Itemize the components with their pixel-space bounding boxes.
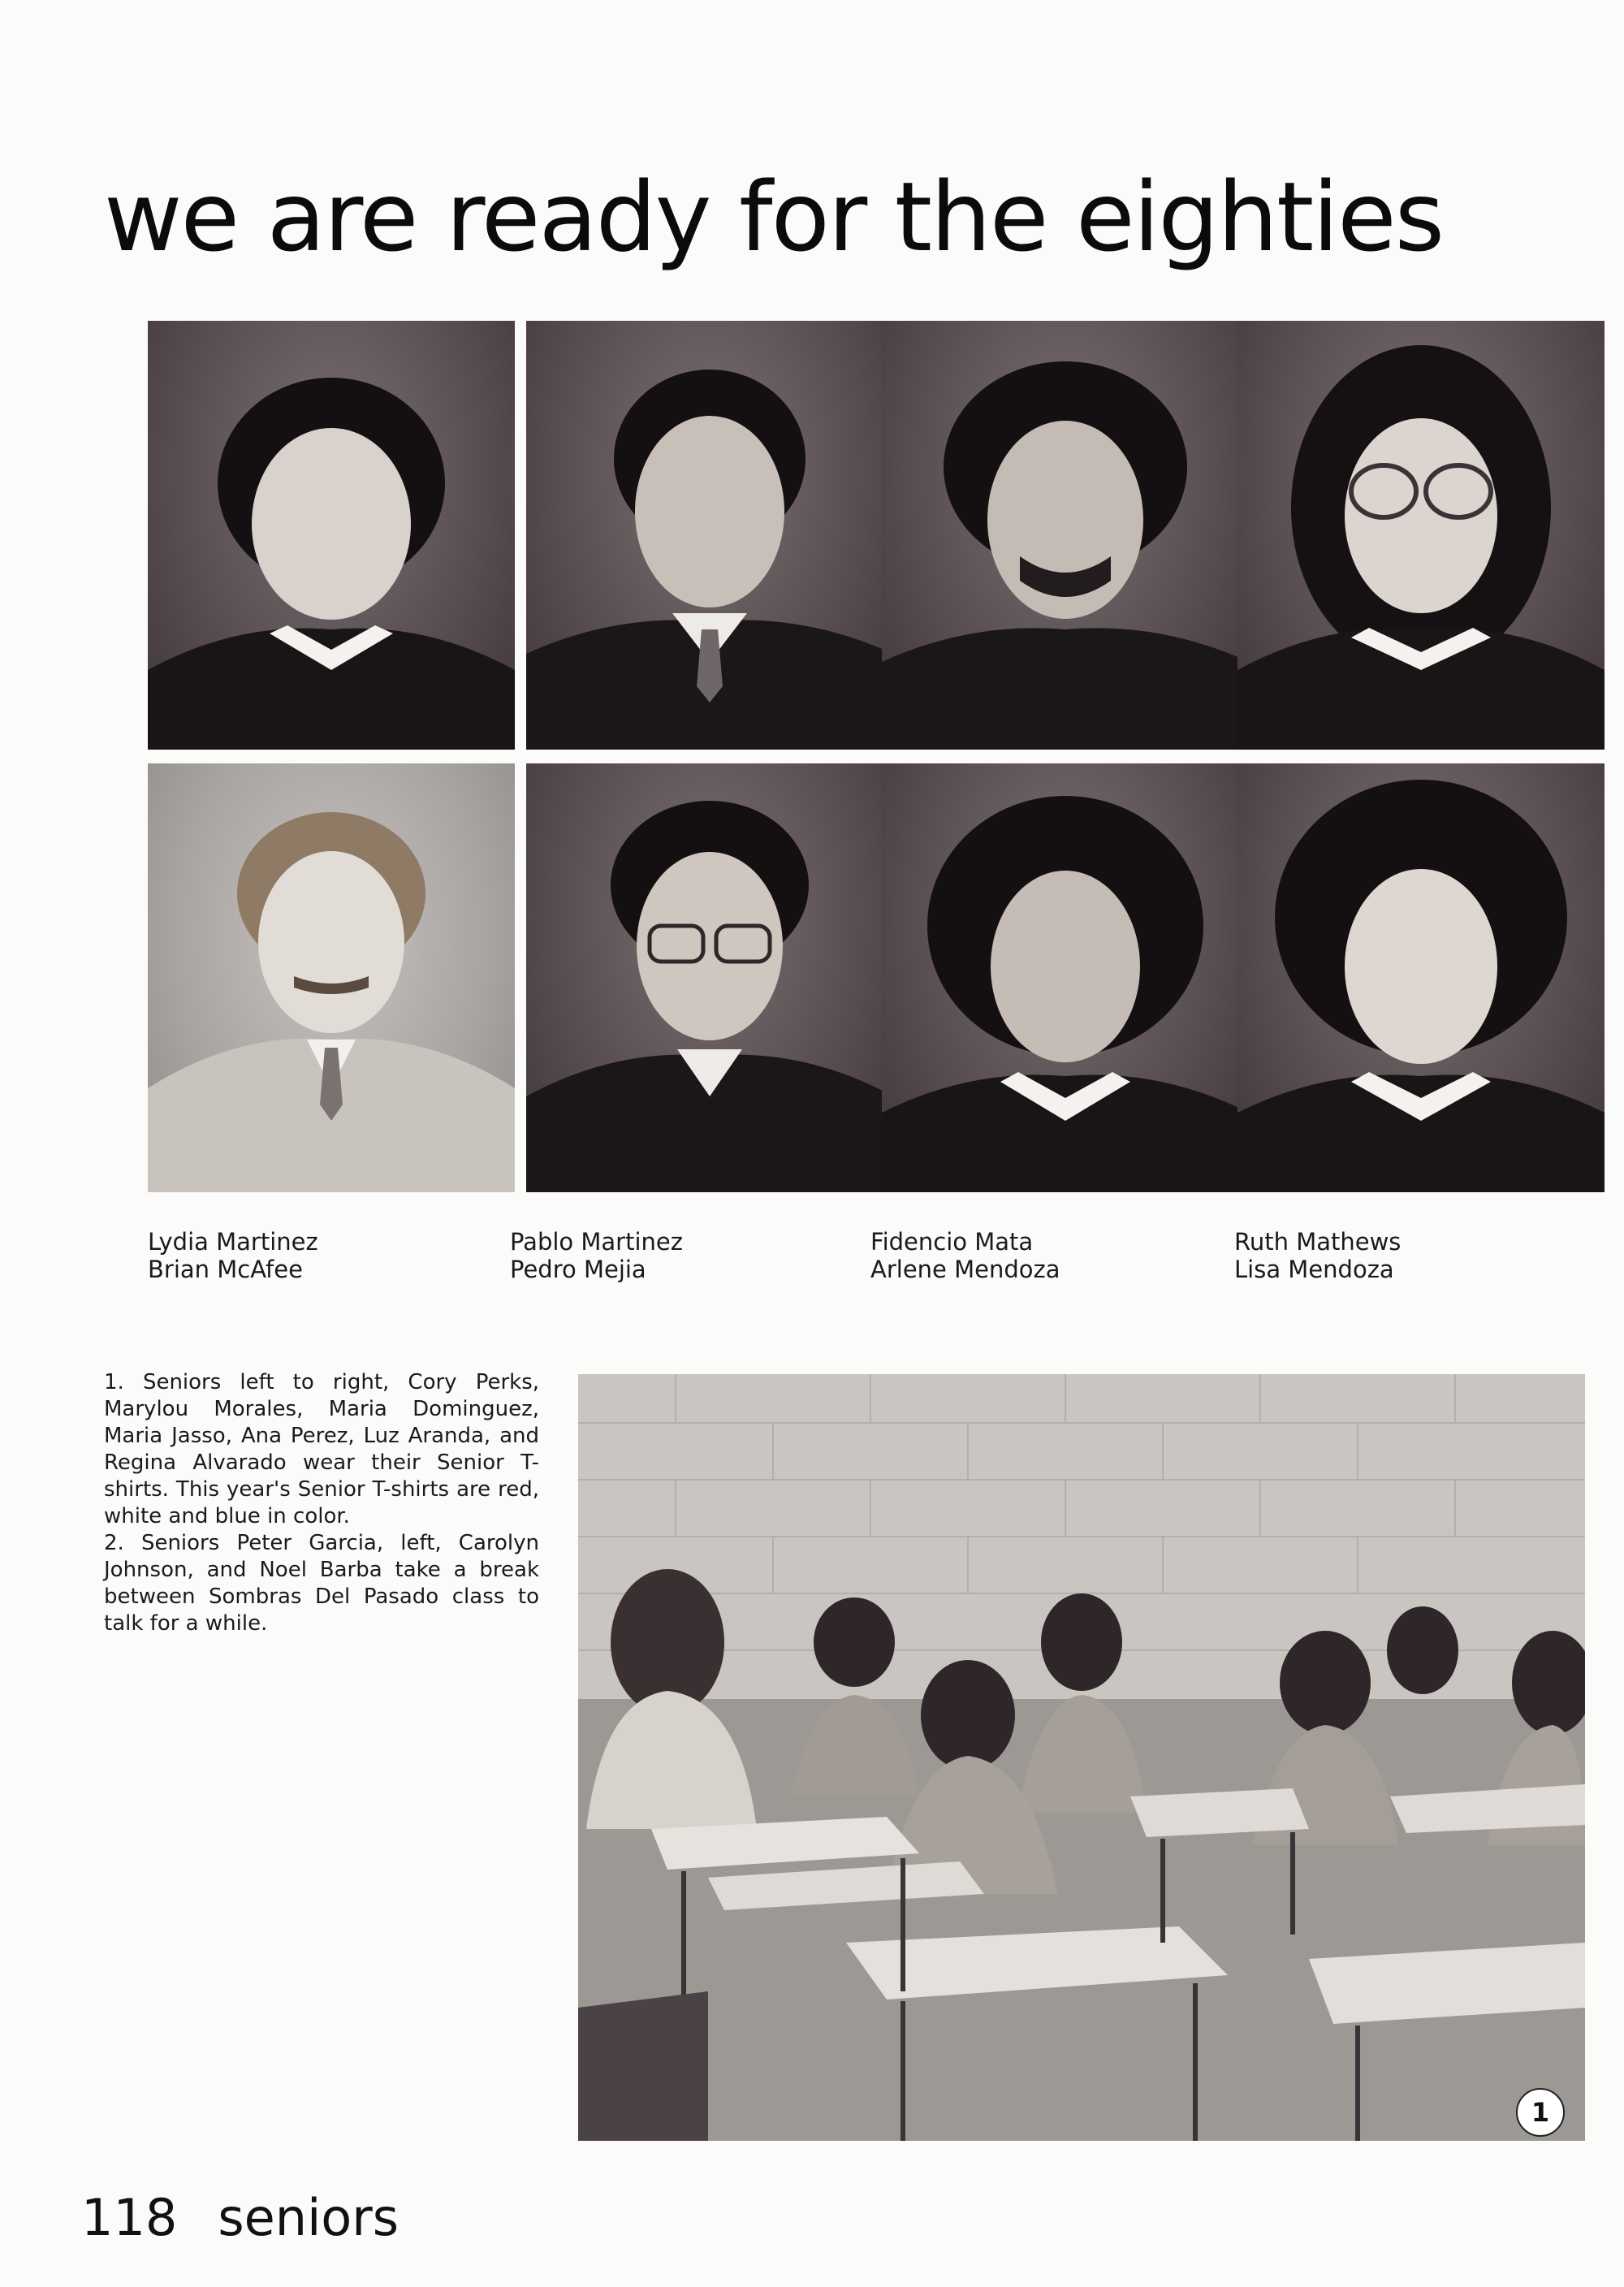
photo-captions <box>104 1369 539 1637</box>
portrait-photo <box>526 321 893 750</box>
names-column-4 <box>1234 1228 1575 1283</box>
names-column-2 <box>510 1228 851 1283</box>
portrait-photo <box>882 763 1249 1192</box>
classroom-photo <box>578 1374 1585 2141</box>
portrait-photo <box>526 763 893 1192</box>
portrait-name: Pedro Mejia <box>510 1256 646 1283</box>
portrait-name: Ruth Mathews <box>1234 1228 1402 1256</box>
portrait-name: Lisa Mendoza <box>1234 1256 1394 1283</box>
photo-number-badge: 1 <box>1516 2088 1565 2137</box>
names-column-3 <box>870 1228 1212 1283</box>
portrait-photo <box>1237 763 1605 1192</box>
portrait-photo <box>148 763 515 1192</box>
portrait-name: Arlene Mendoza <box>870 1256 1060 1283</box>
caption-2: 2. Seniors Peter Garcia, left, Carolyn Johnson, and Noel Barba take a break between Sombras Del Pasado class to talk for a while. <box>104 1531 539 1636</box>
portrait-name: Brian McAfee <box>148 1256 303 1283</box>
portrait-name: Lydia Martinez <box>148 1228 318 1256</box>
page-number: 118 <box>81 2188 178 2247</box>
portrait-photo <box>1237 321 1605 750</box>
portrait-name: Pablo Martinez <box>510 1228 683 1256</box>
names-column-1 <box>148 1228 489 1283</box>
caption-1: 1. Seniors left to right, Cory Perks, Marylou Morales, Maria Dominguez, Maria Jasso, Ana Perez, Luz Aranda, and Regina Alvarado wear their Senior T-shirts. This year's Senior T-shirts are red, white and blue in color. <box>104 1370 539 1528</box>
page-title: we are ready for the eighties <box>104 161 1444 273</box>
page-footer <box>81 2188 400 2247</box>
portrait-photo <box>882 321 1249 750</box>
section-name: seniors <box>218 2188 400 2247</box>
portrait-photo <box>148 321 515 750</box>
portrait-name: Fidencio Mata <box>870 1228 1034 1256</box>
